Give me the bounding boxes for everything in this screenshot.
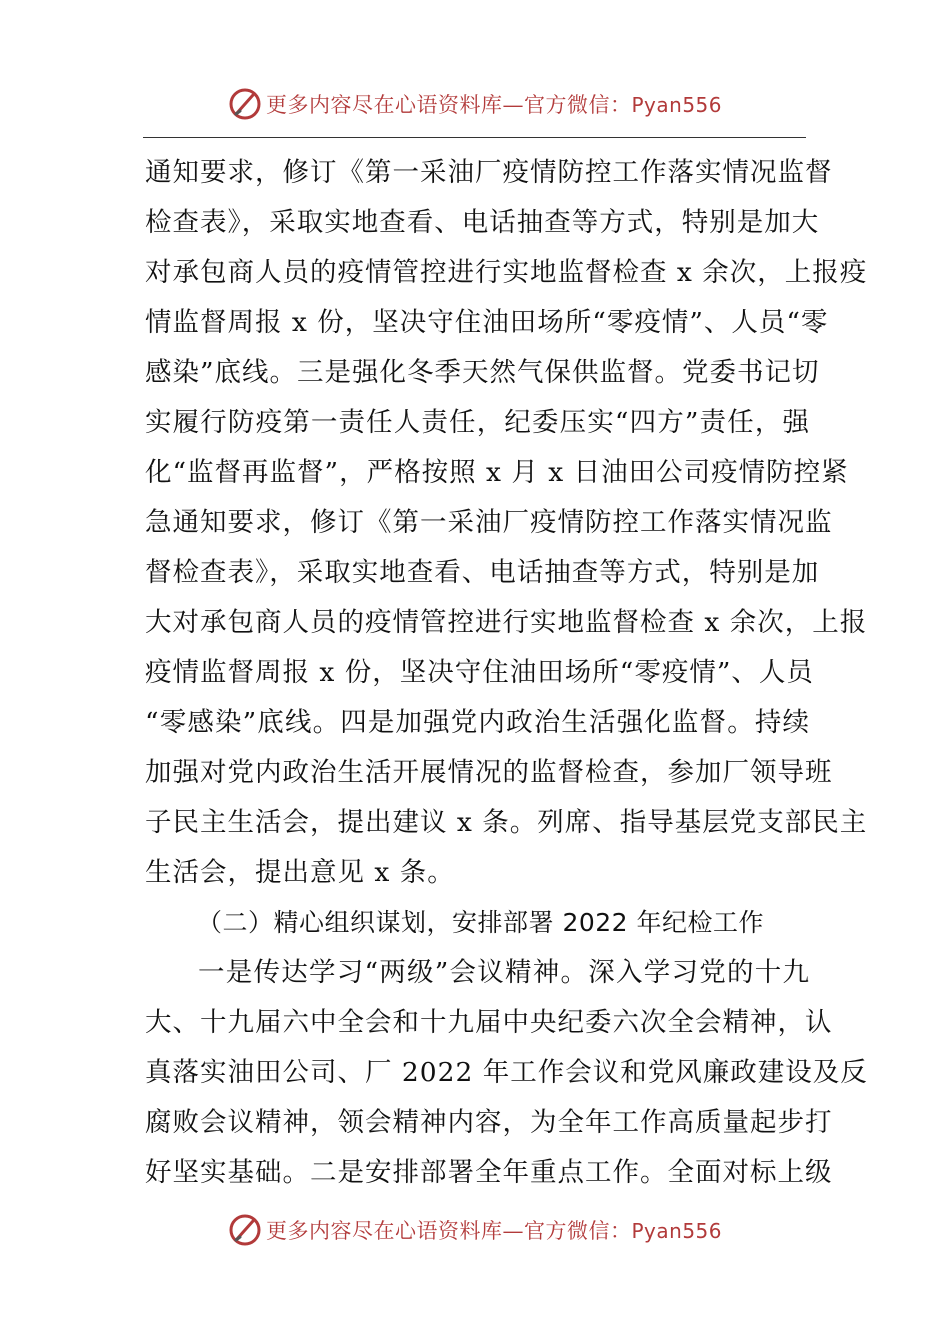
text-line: 子民主生活会，提出建议 x 条。列席、指导基层党支部民主 <box>145 807 868 838</box>
wechat-id: Pyan556 <box>631 93 722 117</box>
text-line: 大对承包商人员的疫情管控进行实地监督检查 x 余次，上报 <box>145 607 868 638</box>
header-divider <box>143 137 806 138</box>
text-line: 化“监督再监督”，严格按照 x 月 x 日油田公司疫情防控紧 <box>145 457 849 488</box>
text-line: 对承包商人员的疫情管控进行实地监督检查 x 余次，上报疫 <box>145 257 868 288</box>
text-line: 情监督周报 x 份，坚决守住油田场所“零疫情”、人员“零 <box>145 307 829 338</box>
pen-circle-logo-icon <box>228 87 262 121</box>
text-line: 督检查表》，采取实地查看、电话抽查等方式，特别是加 <box>145 557 820 588</box>
text-line: 检查表》，采取实地查看、电话抽查等方式，特别是加大 <box>145 207 820 238</box>
text-line: 感染”底线。三是强化冬季天然气保供监督。党委书记切 <box>145 357 820 388</box>
wechat-id: Pyan556 <box>631 1219 722 1243</box>
text-line: 生活会，提出意见 x 条。 <box>145 857 455 888</box>
pen-circle-logo-icon <box>228 1213 262 1247</box>
text-line: 大、十九届六中全会和十九届中央纪委六次全会精神，认 <box>145 1007 833 1038</box>
text-line: 急通知要求，修订《第一采油厂疫情防控工作落实情况监 <box>145 507 833 538</box>
text-line: 真落实油田公司、厂 2022 年工作会议和党风廉政建设及反 <box>145 1057 868 1088</box>
banner-text <box>266 89 722 119</box>
banner-text <box>266 1215 722 1245</box>
text-line: 通知要求，修订《第一采油厂疫情防控工作落实情况监督 <box>145 157 833 188</box>
footer-banner <box>0 1210 950 1250</box>
document-body <box>145 148 868 1198</box>
banner-label: 更多内容尽在心语资料库—官方微信： <box>265 1219 632 1243</box>
banner-label: 更多内容尽在心语资料库—官方微信： <box>265 93 632 117</box>
text-line: 实履行防疫第一责任人责任，纪委压实“四方”责任，强 <box>145 407 810 438</box>
text-line: 好坚实基础。二是安排部署全年重点工作。全面对标上级 <box>145 1157 833 1188</box>
text-line: 腐败会议精神，领会精神内容，为全年工作高质量起步打 <box>145 1107 833 1138</box>
header-banner <box>0 84 950 124</box>
text-line: 疫情监督周报 x 份，坚决守住油田场所“零疫情”、人员 <box>145 657 814 688</box>
text-line: “零感染”底线。四是加强党内政治生活强化监督。持续 <box>145 707 810 738</box>
text-line: 加强对党内政治生活开展情况的监督检查，参加厂领导班 <box>145 757 833 788</box>
section-heading: （二）精心组织谋划，安排部署 2022 年纪检工作 <box>197 908 765 937</box>
text-line: 一是传达学习“两级”会议精神。深入学习党的十九 <box>198 957 810 988</box>
